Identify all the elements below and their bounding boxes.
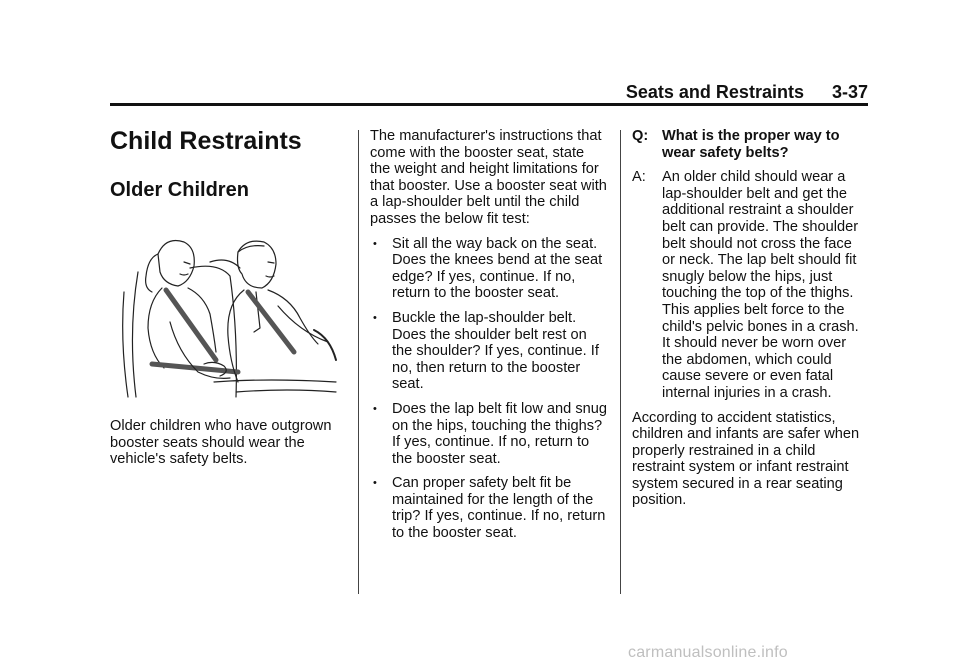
instructions-paragraph: The manufacturer's instructions that come with the booster seat, state the weight and height limitations for that booster. Use a booster seat with a lap-shoulder belt until the child passes the below fit test:	[370, 128, 607, 227]
list-item: • Sit all the way back on the seat. Does the knees bend at the seat edge? If yes, continue. If no, return to the booster seat.	[373, 235, 603, 302]
list-item: • Can proper safety belt fit be maintained for the length of the trip? If yes, continue. If no, return to the booster seat.	[373, 475, 606, 542]
illustration-seated-passengers	[118, 232, 340, 400]
belted-passengers-illustration	[118, 232, 340, 400]
question-label: Q:	[632, 128, 649, 144]
list-item: • Does the lap belt fit low and snug on the hips, touching the thighs? If yes, continue. If no, return to the booster seat.	[373, 400, 607, 467]
question-text: What is the proper way to wear safety belts?	[662, 128, 840, 161]
section-heading: Child Restraints	[110, 127, 302, 155]
statistics-paragraph: According to accident statistics, children and infants are safer when properly restrained in a child restraint system or infant restraint system secured in a rear seating position.	[632, 409, 860, 509]
column-divider-1	[358, 130, 359, 594]
question	[632, 128, 868, 161]
bullet-icon: •	[373, 402, 377, 415]
subsection-heading: Older Children	[110, 179, 249, 201]
page-header	[110, 82, 868, 103]
intro-paragraph: Older children who have outgrown booster seats should wear the vehicle's safety belts.	[110, 418, 332, 468]
answer	[632, 169, 868, 401]
column-divider-2	[620, 130, 621, 594]
watermark: carmanualsonline.info	[628, 644, 788, 661]
page-number: 3-37	[831, 82, 868, 102]
fit-test-list	[370, 236, 608, 542]
header-rule	[110, 103, 868, 106]
bullet-icon: •	[373, 311, 377, 324]
middle-column	[370, 128, 608, 542]
bullet-icon: •	[373, 477, 377, 490]
list-item: • Buckle the lap-shoulder belt. Does the shoulder belt rest on the shoulder? If yes, continue. If no, then return to the booster seat.	[373, 309, 599, 393]
left-column	[110, 126, 345, 468]
right-column	[632, 128, 868, 509]
bullet-icon: •	[373, 237, 377, 250]
section-title: Seats and Restraints	[625, 82, 804, 102]
answer-text: An older child should wear a lap-shoulder belt and get the additional restraint a shoulder belt can provide. The shoulder belt should not cross the face or neck. The lap belt should fit snugly below the hips, just touching the top of the thighs. This applies belt force to the child's pelvic bones in a crash. It should never be worn over the abdomen, which could cause severe or even fatal internal injuries in a crash.	[662, 169, 859, 401]
answer-label: A:	[632, 169, 646, 186]
